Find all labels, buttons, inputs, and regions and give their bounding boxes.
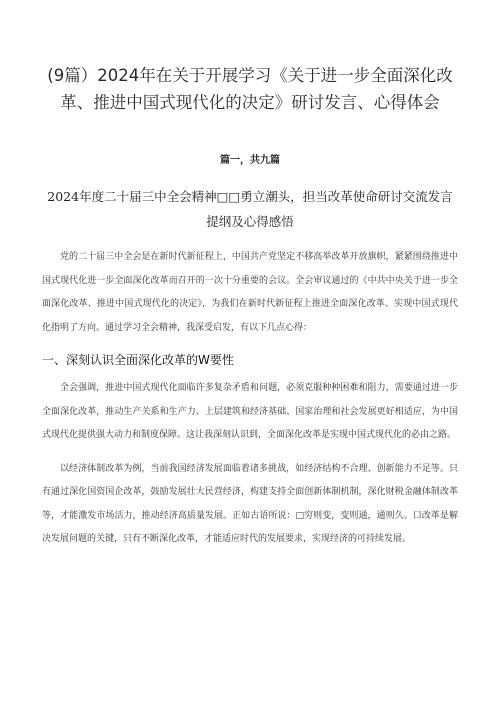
speech-subtitle: 2024年度二十届三中全会精神□□勇立潮头，担当改革使命研讨交流发言提纲及心得感悟 [47, 189, 453, 229]
document-title: (9篇）2024年在关于开展学习《关于进一步全面深化改革、推进中国式现代化的决定》研讨发言、心得体会 [47, 66, 453, 112]
chapter-label: 篇一，共九篇 [220, 155, 280, 166]
body-paragraph: 以经济体制改革为例，当前我国经济发展面临着诸多挑战，如经济结构不合理、创新能力不足等。只有通过深化国资国企改革，鼓励发展壮大民营经济，构建支持全面创新体制机制，深化财税金融体制改革等，才能激发市场活力，推动经济高质量发展。正如古语所说：□穷则变，变则通，通则久。口改革是解决发展问题的关键，只有不断深化改革，才能适应时代的发展要求，实现经济的可持续发展。 [42, 463, 458, 544]
intro-paragraph: 党的二十届三中全会是在新时代新征程上，中国共产党坚定不移高举改革开放旗帜，紧紧围绕推进中国式现代化进一步全面深化改革而召开的一次十分重要的会议。全会审议通过的《中共中央关于进一步全面深化改革、推进中国式现代化的决定》，为我们在新时代新征程上推进全面深化改革、实现中国式现代化指明了方向。通过学习全会精神，我深受启发，有以下几点心得： [42, 252, 458, 333]
section-heading: 一、深刻认识全面深化改革的W要性 [42, 353, 234, 367]
body-paragraph: 全会强调，推进中国式现代化面临许多复杂矛盾和问题，必须克服种种困难和阻力，需要通过进一步全面深化改革，推动生产关系和生产力、上层建筑和经济基础、国家治理和社会发展更好相适应，为中国式现代化提供强大动力和制度保障。这让我深刻认识到，全面深化改革是实现中国式现代化的必由之路。 [42, 383, 458, 440]
